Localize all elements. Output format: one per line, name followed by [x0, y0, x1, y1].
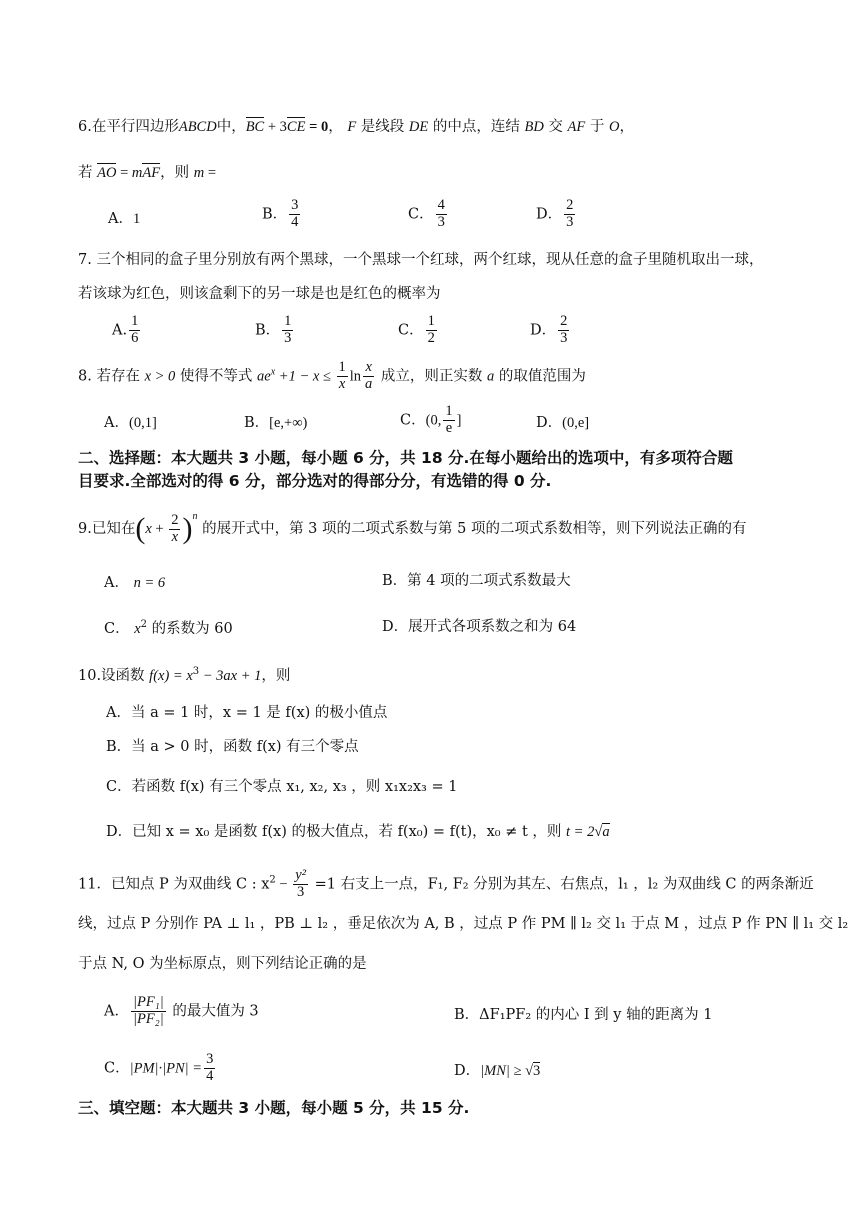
option-label: D． — [530, 322, 557, 339]
numerator: 3 — [206, 1051, 214, 1067]
option-label: B． — [255, 322, 281, 339]
q8-option-b — [244, 416, 307, 431]
option-label: C． — [408, 206, 434, 223]
q11-option-a — [104, 995, 259, 1028]
q6-var: m — [193, 165, 205, 181]
vector-bc: BC — [245, 119, 265, 135]
q8-option-a — [104, 416, 157, 431]
option-value: |PM|·|PN| = — [129, 1060, 203, 1077]
option-text: D．已知 x = x₀ 是函数 f(x) 的极大值点，若 f(x₀) = f(t)，x₀ ≠ t ，则 — [106, 824, 567, 840]
q6-text: 若 — [78, 165, 98, 181]
q6-text: = — [116, 165, 132, 181]
q6-option-b — [262, 198, 302, 231]
q7-option-c — [398, 314, 439, 347]
q8-text: 8. 若存在 — [78, 368, 145, 385]
numerator: 1 — [427, 313, 435, 329]
option-label: B． — [244, 415, 270, 431]
vector-ce: CE — [286, 119, 306, 135]
q11-exponent: 2 — [269, 874, 276, 886]
q9-option-c — [104, 620, 233, 636]
q6-option-c — [408, 198, 449, 231]
numerator: 1 — [445, 403, 453, 419]
fraction — [436, 198, 447, 231]
fraction — [426, 314, 437, 347]
q8-math: ae — [257, 368, 271, 385]
q8-math: +1 − x ≤ — [275, 368, 335, 385]
q8-option-d — [536, 416, 589, 431]
fraction — [564, 198, 575, 231]
numerator: 2 — [560, 313, 568, 329]
option-label: B． — [262, 206, 288, 223]
q6-text: 于 — [585, 119, 609, 135]
q6-var: m — [131, 165, 143, 181]
numerator: 2 — [171, 511, 179, 528]
q6-var: AF — [567, 119, 586, 135]
q6-option-a — [108, 212, 140, 227]
option-label: D． — [536, 206, 563, 223]
q9-math: + — [151, 521, 168, 537]
option-label: B． — [382, 573, 408, 589]
numerator: 1 — [338, 359, 346, 375]
q10-option-a: A．当 a = 1 时，x = 1 是 f(x) 的极小值点 — [106, 705, 388, 721]
sqrt-sign: √ — [594, 824, 603, 840]
denominator: x — [171, 528, 179, 545]
numerator: y² — [295, 867, 307, 883]
option-value: 的最大值为 3 — [167, 1003, 259, 1020]
q6-text: 6.在平行四边形 — [78, 119, 179, 135]
q6-abcd: ABCD — [178, 119, 217, 135]
denominator: 6 — [131, 329, 139, 346]
q11-line2: 线，过点 P 分别作 PA ⊥ l₁ ，PB ⊥ l₂ ，垂足依次为 A, B ，过点 P 作 PM ∥ l₂ 交 l₁ 于点 M ，过点 P 作 PN ∥ l₁ 交 l₂ — [78, 916, 849, 932]
option-math: a — [602, 824, 610, 840]
vector-ao: AO — [97, 165, 117, 181]
fraction — [204, 1052, 215, 1085]
q11-option-c — [104, 1052, 217, 1085]
q8-text: 的取值范围为 — [494, 368, 586, 385]
option-value: (0, — [425, 412, 442, 429]
denominator: x — [338, 375, 346, 392]
option-value: 3 — [533, 1063, 541, 1079]
option-label: C． — [104, 620, 130, 637]
q10-option-d — [106, 825, 610, 840]
denominator: 3 — [437, 213, 445, 230]
q8-math: a — [487, 368, 495, 385]
q7-line1: 7. 三个相同的盒子里分别放有两个黑球，一个黑球一个红球，两个红球，现从任意的盒子里随机取出一球， — [78, 252, 764, 268]
option-value: 第 4 项的二项式系数最大 — [407, 573, 571, 589]
q6-text: = 0 — [305, 119, 329, 135]
section-2-heading-line1: 二、选择题：本大题共 3 小题，每小题 6 分，共 18 分.在每小题给出的选项中，有多项符合题 — [78, 449, 733, 467]
fraction — [289, 198, 300, 231]
q6-text: 中， — [216, 119, 246, 135]
fraction — [129, 314, 140, 347]
q6-text: ， — [328, 119, 343, 135]
denominator: |PF₂| — [132, 1010, 164, 1027]
section-2-heading-line2: 目要求.全部选对的得 6 分，部分选对的得部分分，有选错的得 0 分. — [78, 472, 552, 490]
q10-math: − 3ax + 1 — [199, 667, 262, 684]
option-label: C． — [104, 1060, 130, 1077]
q6-line1 — [78, 120, 634, 135]
fraction — [131, 995, 166, 1028]
option-label: C． — [400, 412, 426, 429]
q10-option-c: C．若函数 f(x) 有三个零点 x₁, x₂, x₃ ，则 x₁x₂x₃ = 1 — [106, 779, 458, 795]
denominator: 3 — [566, 213, 574, 230]
option-value: |MN| ≥ — [480, 1063, 526, 1079]
option-value: 的系数为 60 — [147, 620, 233, 637]
denominator: 2 — [427, 329, 435, 346]
q9-option-d — [382, 620, 576, 635]
option-value: (0,e] — [562, 415, 590, 431]
option-label: A． — [108, 211, 133, 227]
q8-option-c — [400, 404, 461, 437]
q9-text: 的展开式中，第 3 项的二项式系数与第 5 项的二项式系数相等，则下列说法正确的有 — [197, 521, 747, 537]
fraction — [558, 314, 569, 347]
q8-exponent: x — [270, 366, 276, 378]
q6-var: O — [608, 119, 620, 135]
q11-line3: 于点 N, O 为坐标原点，则下列结论正确的是 — [78, 956, 367, 972]
q10-text: 10.设函数 — [78, 667, 150, 684]
q6-text: 的中点，连结 — [428, 119, 525, 135]
q6-text: 是线段 — [356, 119, 409, 135]
q11-text: − — [275, 876, 292, 893]
q6-var: BD — [524, 119, 544, 135]
numerator: |PF₁| — [132, 994, 164, 1010]
q6-var: DE — [408, 119, 429, 135]
option-label: A． — [104, 1003, 129, 1020]
option-math: t = 2 — [566, 824, 595, 840]
vector-af: AF — [142, 165, 161, 181]
option-value: ] — [456, 412, 462, 429]
q9-text: 9.已知在 — [78, 521, 136, 537]
q9-stem — [78, 512, 746, 545]
q10-stem — [78, 667, 290, 683]
q8-text: 使得不等式 — [175, 368, 258, 385]
q8-text: 成立，则正实数 — [376, 368, 487, 385]
q10-exponent: 3 — [192, 666, 200, 677]
q6-var: F — [347, 119, 357, 135]
q6-text: ， — [619, 119, 634, 135]
numerator: 1 — [131, 313, 139, 329]
option-value: 展开式各项系数之和为 64 — [408, 619, 577, 635]
q7-option-b — [255, 314, 295, 347]
q8-math: x > 0 — [144, 368, 176, 385]
option-label: D． — [382, 619, 409, 635]
q6-text: + 3 — [264, 119, 287, 135]
option-label: A. — [112, 322, 128, 339]
q10-math: f(x) = x — [149, 667, 193, 684]
option-value: x — [134, 620, 141, 637]
q10-option-b: B．当 a > 0 时，函数 f(x) 有三个零点 — [106, 739, 359, 755]
q8-math: ln — [349, 368, 362, 385]
q9-exponent: n — [192, 511, 198, 522]
numerator: 4 — [437, 197, 445, 213]
q6-line2 — [78, 166, 216, 181]
q6-text: ，则 — [160, 165, 194, 181]
denominator: 4 — [291, 213, 299, 230]
q6-text: = — [204, 165, 216, 181]
option-value: (0,1] — [128, 415, 157, 431]
q11-text: 11．已知点 P 为双曲线 C : x — [78, 876, 270, 893]
fraction — [282, 314, 293, 347]
fraction — [337, 360, 348, 393]
numerator: 2 — [566, 197, 574, 213]
q7-option-a — [112, 314, 142, 347]
q9-option-b — [382, 574, 571, 589]
q11-text: =1 右支上一点，F₁, F₂ 分别为其左、右焦点，l₁ ，l₂ 为双曲线 C 的两条渐近 — [310, 876, 814, 893]
denominator: 4 — [206, 1067, 214, 1084]
numerator: 1 — [284, 313, 292, 329]
option-label: D． — [536, 415, 563, 431]
denominator: 3 — [297, 883, 305, 900]
numerator: 3 — [291, 197, 299, 213]
option-value: 1 — [132, 211, 141, 227]
sqrt-sign: √ — [525, 1063, 534, 1079]
denominator: e — [445, 419, 453, 436]
q6-option-d — [536, 198, 577, 231]
option-value: [e,+∞) — [269, 415, 308, 431]
q11-option-b: B．ΔF₁PF₂ 的内心 I 到 y 轴的距离为 1 — [454, 1007, 713, 1023]
q11-option-d — [454, 1064, 540, 1079]
numerator: x — [365, 359, 372, 375]
section-3-heading: 三、填空题：本大题共 3 小题，每小题 5 分，共 15 分. — [78, 1099, 470, 1117]
option-label: C． — [398, 322, 424, 339]
paren-right: ) — [182, 512, 193, 545]
denominator: a — [365, 375, 373, 392]
denominator: 3 — [284, 329, 292, 346]
q8-stem — [78, 360, 586, 393]
option-value: n = 6 — [133, 575, 166, 591]
fraction — [363, 360, 374, 393]
option-label: A． — [104, 575, 129, 591]
q9-option-a — [104, 576, 165, 591]
q7-option-d — [530, 314, 571, 347]
fraction — [293, 868, 308, 901]
option-label: D． — [454, 1063, 481, 1079]
option-label: A． — [104, 415, 129, 431]
q7-line2: 若该球为红色，则该盒剩下的另一球是也是红色的概率为 — [78, 286, 441, 302]
q9-math: x — [145, 521, 152, 537]
fraction — [443, 404, 454, 437]
q6-text: 交 — [543, 119, 568, 135]
q10-text: ，则 — [261, 667, 291, 684]
fraction — [169, 513, 180, 546]
q11-line1 — [78, 868, 814, 901]
paren-left: ( — [135, 512, 146, 545]
denominator: 3 — [560, 329, 568, 346]
option-exponent: 2 — [140, 619, 148, 630]
